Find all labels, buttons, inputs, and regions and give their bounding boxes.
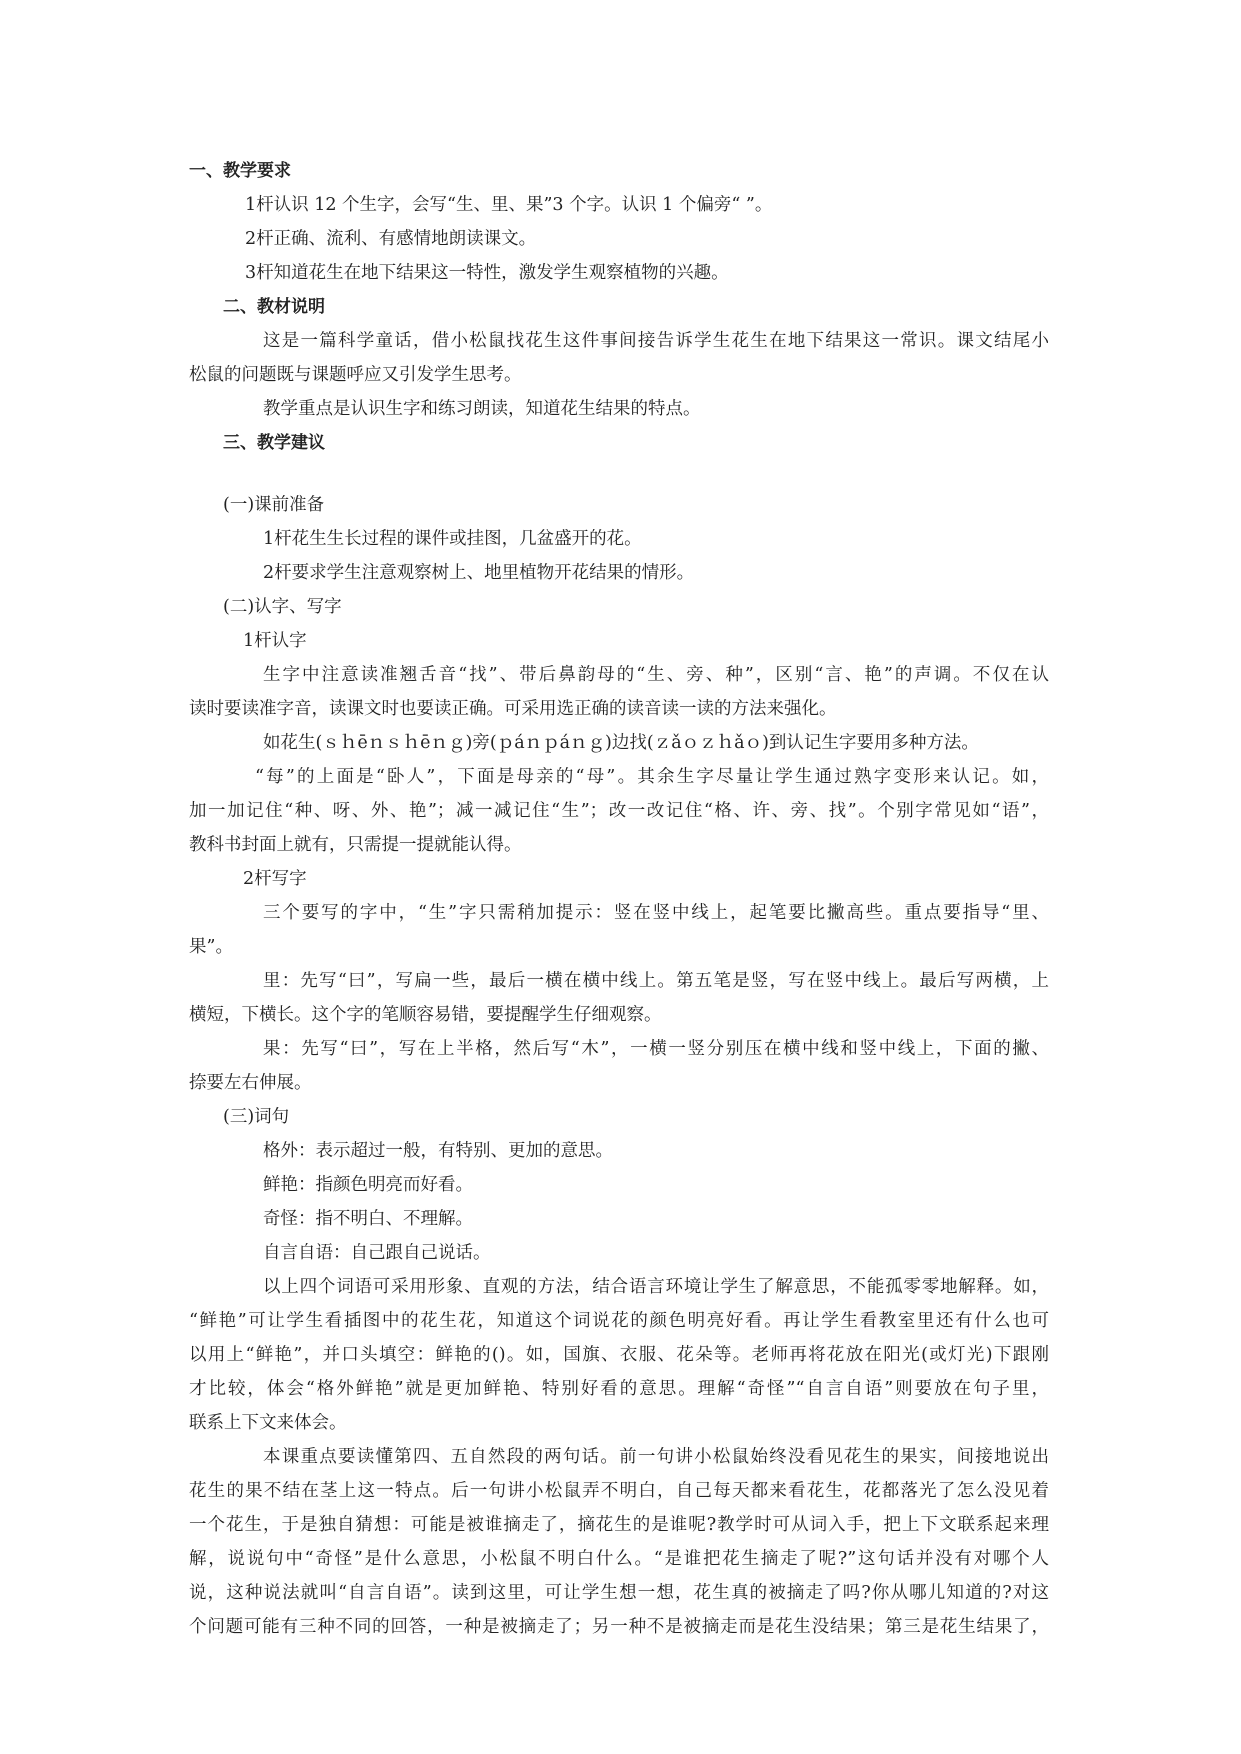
write-para-2-line-2: 横短，下横长。这个字的笔顺容易错，要提醒学生仔细观察。 [189,1005,662,1025]
requirement-item-2: 2杆正确、流利、有感情地朗读课文。 [245,229,537,249]
write-para-2-line-1: 里：先写“曰”，写扁一些，最后一横在横中线上。第五笔是竖，写在竖中线上。最后写两横，上 [263,971,1049,991]
word-item-4: 自言自语：自己跟自己说话。 [263,1243,491,1263]
recognize-title: 1杆认字 [243,631,307,651]
subheading-words: (三)词句 [223,1107,290,1127]
preparation-item-1: 1杆花生生长过程的课件或挂图，几盆盛开的花。 [263,529,642,549]
section-gap [189,460,1049,488]
recognize-para-1-line-2: 读时要读准字音，读课文时也要读正确。可采用选正确的读音读一读的方法来强化。 [189,699,837,719]
write-para-1-line-1: 三个要写的字中，“生”字只需稍加提示：竖在竖中线上，起笔要比撇高些。重点要指导“里、 [263,903,1049,923]
words-para-1-line-5: 联系上下文来体会。 [189,1413,347,1433]
document-page [189,154,1049,1644]
recognize-para-1-line-1: 生字中注意读准翘舌音“找”、带后鼻韵母的“生、旁、种”，区别“言、艳”的声调。不仅在认 [263,665,1049,685]
write-para-3-line-1: 果：先写“曰”，写在上半格，然后写“木”，一横一竖分别压在横中线和竖中线上，下面的撇、 [263,1039,1049,1059]
words-para-2-line-2: 花生的果不结在茎上这一特点。后一句讲小松鼠弄不明白，自己每天都来看花生，花都落光了怎么没见着 [189,1481,1049,1501]
recognize-para-3-line-2: 加一加记住“种、呀、外、艳”；减一减记住“生”；改一改记住“格、许、旁、找”。个别字常见如“语”， [189,801,1049,821]
words-para-1-line-4: 才比较，体会“格外鲜艳”就是更加鲜艳、特别好看的意思。理解“奇怪”“自言自语”则要放在句子里， [189,1379,1049,1399]
preparation-item-2: 2杆要求学生注意观察树上、地里植物开花结果的情形。 [263,563,695,583]
material-para-1-line-1: 这是一篇科学童话，借小松鼠找花生这件事间接告诉学生花生在地下结果这一常识。课文结尾小 [263,331,1049,351]
words-para-2-line-6: 个问题可能有三种不同的回答，一种是被摘走了；另一种不是被摘走而是花生没结果；第三是花生结果了， [189,1617,1049,1637]
recognize-para-3-line-1: “每”的上面是“卧人”，下面是母亲的“母”。其余生字尽量让学生通过熟字变形来认记。如， [255,767,1049,787]
word-item-3: 奇怪：指不明白、不理解。 [263,1209,473,1229]
words-para-2-line-5: 说，这种说法就叫“自言自语”。读到这里，可让学生想一想，花生真的被摘走了吗?你从哪儿知道的?对这 [189,1583,1049,1603]
heading-suggestions: 三、教学建议 [223,433,325,453]
heading-material: 二、教材说明 [223,297,325,317]
material-para-1-line-2: 松鼠的问题既与课题呼应又引发学生思考。 [189,365,522,385]
heading-requirements: 一、教学要求 [189,161,291,181]
requirement-item-3: 3杆知道花生在地下结果这一特性，激发学生观察植物的兴趣。 [245,263,729,283]
word-item-2: 鲜艳：指颜色明亮而好看。 [263,1175,473,1195]
words-para-2-line-4: 解，说说句中“奇怪”是什么意思，小松鼠不明白什么。“是谁把花生摘走了呢?”这句话并没有对哪个人 [189,1549,1049,1569]
words-para-2-line-3: 一个花生，于是独自猜想：可能是被谁摘走了，摘花生的是谁呢?教学时可从词入手，把上下文联系起来理 [189,1515,1049,1535]
requirement-item-1: 1杆认识 12 个生字，会写“生、里、果”3 个字。认识 1 个偏旁“ ”。 [245,195,773,215]
material-para-2: 教学重点是认识生字和练习朗读，知道花生结果的特点。 [263,399,701,419]
recognize-para-2: 如花生(ｓｈēｎｓｈēｎｇ)旁(ｐáｎｐáｎｇ)边找(ｚǎｏｚｈǎｏ)到认记生字要用多种方法。 [263,733,979,753]
write-para-1-line-2: 果”。 [189,937,233,957]
write-title: 2杆写字 [243,869,307,889]
words-para-1-line-3: 以用上“鲜艳”，并口头填空：鲜艳的()。如，国旗、衣服、花朵等。老师再将花放在阳光(或灯光)下跟刚 [189,1345,1049,1365]
subheading-preparation: (一)课前准备 [223,495,325,515]
word-item-1: 格外：表示超过一般，有特别、更加的意思。 [263,1141,613,1161]
words-para-1-line-2: “鲜艳”可让学生看插图中的花生花，知道这个词说花的颜色明亮好看。再让学生看教室里还有什么也可 [189,1311,1049,1331]
subheading-characters: (二)认字、写字 [223,597,342,617]
words-para-1-line-1: 以上四个词语可采用形象、直观的方法，结合语言环境让学生了解意思，不能孤零零地解释。如， [263,1277,1049,1297]
recognize-para-3-line-3: 教科书封面上就有，只需提一提就能认得。 [189,835,522,855]
words-para-2-line-1: 本课重点要读懂第四、五自然段的两句话。前一句讲小松鼠始终没看见花生的果实，间接地说出 [263,1447,1049,1467]
write-para-3-line-2: 捺要左右伸展。 [189,1073,312,1093]
